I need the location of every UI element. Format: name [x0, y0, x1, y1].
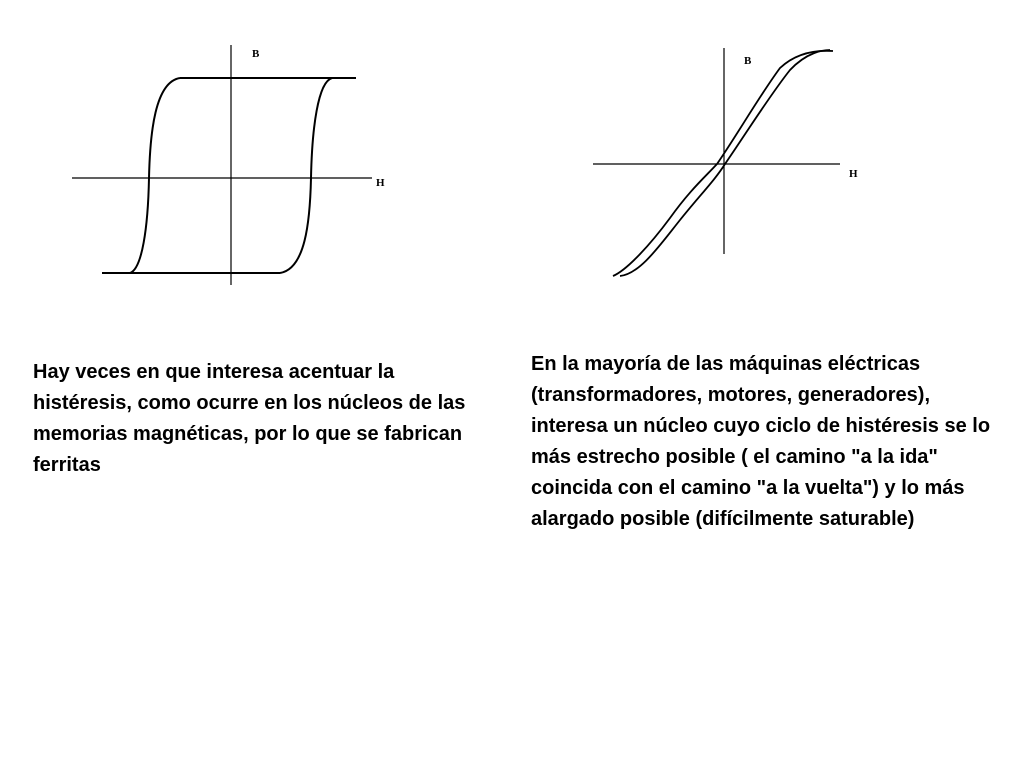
h-axis-label: H — [849, 168, 858, 180]
descending-branch — [613, 51, 833, 276]
narrow-hysteresis-diagram — [585, 40, 875, 282]
h-axis-label: H — [376, 177, 385, 189]
narrow-hysteresis-svg — [585, 40, 875, 282]
machine-core-description — [531, 349, 1001, 535]
ferrite-description — [33, 357, 473, 481]
ascending-branch — [280, 78, 332, 273]
descending-branch — [130, 78, 180, 273]
wide-hysteresis-diagram — [60, 38, 400, 290]
b-axis-label: B — [744, 55, 752, 67]
wide-hysteresis-svg — [60, 38, 400, 290]
machine-core-description-text: En la mayoría de las máquinas eléctricas (transformadores, motores, generadores), interesa un núcleo cuyo ciclo de histéresis se lo más estrecho posible ( el camino "a la ida" coincida con el camino "a la vuelta") y lo más alargado posible (difícilmente saturable) — [531, 353, 991, 530]
ferrite-description-text: Hay veces en que interesa acentuar la histéresis, como ocurre en los núcleos de las memorias magnéticas, por lo que se fabrican ferritas — [33, 361, 466, 476]
b-axis-label: B — [252, 48, 260, 60]
